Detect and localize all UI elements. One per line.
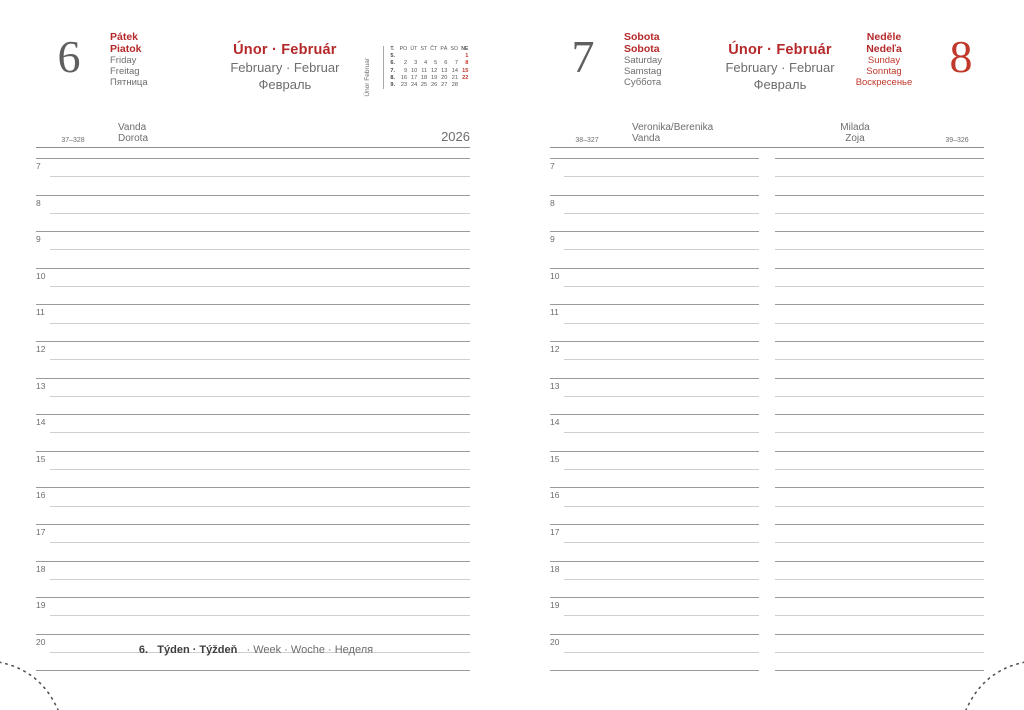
left-schedule <box>36 158 470 684</box>
weekday-de: Samstag <box>624 66 662 78</box>
mini-cal-hdr-sa: SO <box>450 46 458 52</box>
hour-label: 19 <box>550 600 560 611</box>
hour-label: 18 <box>550 563 560 574</box>
time-slot[interactable] <box>775 561 984 598</box>
time-slot[interactable] <box>550 231 759 268</box>
right-header-subrow <box>550 122 984 144</box>
time-slot[interactable] <box>775 451 984 488</box>
left-month-block <box>206 28 364 92</box>
mini-cal-day: 10 <box>411 67 418 74</box>
mini-cal-day: 23 <box>400 82 408 89</box>
time-slot[interactable] <box>775 597 984 634</box>
mini-cal-day <box>439 53 449 60</box>
mini-cal-day: 6 <box>444 60 448 67</box>
mini-cal-day-sunday: 22 <box>462 74 469 81</box>
left-page-header <box>36 28 470 120</box>
hour-label: 17 <box>36 526 46 537</box>
time-slot[interactable] <box>775 524 984 561</box>
time-slot-end <box>775 670 984 684</box>
month-line-2: February · Februar <box>725 60 835 75</box>
hour-label: 15 <box>550 453 560 464</box>
mini-cal-day-sunday: 8 <box>465 60 469 67</box>
mini-cal-day-sunday <box>460 82 470 89</box>
hour-label: 11 <box>550 307 559 318</box>
hour-label: 10 <box>36 270 46 281</box>
saturday-nameday-1: Veronika/Berenika <box>632 122 714 133</box>
hour-label: 12 <box>550 343 560 354</box>
hour-label: 20 <box>36 636 46 647</box>
mini-cal-day: 2 <box>404 60 408 67</box>
footer-week-secondary: · Week · Woche · Неделя <box>246 644 374 656</box>
mini-cal-day-sunday: 15 <box>462 67 469 74</box>
weekday-sk: Piatok <box>110 42 142 55</box>
right-month-block <box>720 28 840 92</box>
mini-cal-week-label: 7. <box>390 67 396 74</box>
weekday-cz: Neděle <box>866 31 902 43</box>
mini-cal-day: 14 <box>451 67 458 74</box>
right-page <box>512 0 1024 704</box>
mini-calendar-row <box>389 53 470 60</box>
mini-cal-day: 20 <box>441 74 448 81</box>
hour-label: 11 <box>36 307 45 318</box>
hour-label: 16 <box>550 490 560 501</box>
mini-cal-day: 25 <box>420 82 428 89</box>
mini-cal-week-label: 8. <box>390 74 396 81</box>
mini-cal-day <box>449 53 460 60</box>
mini-cal-day: 21 <box>451 74 458 81</box>
time-slot[interactable] <box>550 634 759 671</box>
time-slot[interactable] <box>775 341 984 378</box>
weekday-ru: Воскресенье <box>855 77 913 89</box>
mini-cal-day: 28 <box>451 82 458 89</box>
left-nameday-2: Dorota <box>118 133 149 144</box>
time-slot[interactable] <box>550 451 759 488</box>
mini-cal-hdr-week: T. <box>390 46 395 52</box>
saturday-day-number: 7 <box>571 31 595 82</box>
mini-cal-day: 3 <box>414 60 418 67</box>
left-nameday-1: Vanda <box>118 122 147 133</box>
time-slot-end <box>36 670 470 684</box>
mini-cal-day: 11 <box>421 67 428 74</box>
weekday-sk: Sobota <box>624 42 660 55</box>
left-day-reference: 37–328 <box>61 137 85 144</box>
mini-cal-hdr-mo: PO <box>399 46 408 52</box>
time-slot[interactable] <box>775 634 984 671</box>
weekday-de: Sonntag <box>866 66 902 78</box>
weekday-en: Friday <box>110 55 137 66</box>
time-slot[interactable] <box>36 561 470 598</box>
hour-label: 14 <box>550 417 560 428</box>
mini-cal-hdr-tu: ÚT <box>410 46 418 52</box>
mini-cal-week-label: 9. <box>390 82 396 89</box>
time-slot[interactable] <box>36 414 470 451</box>
hour-label: 18 <box>36 563 46 574</box>
mini-cal-day: 17 <box>411 74 418 81</box>
left-header-subrow <box>36 122 470 144</box>
mini-cal-day: 26 <box>430 82 438 89</box>
weekday-ru: Пятница <box>110 77 148 89</box>
left-day-number-block <box>36 28 110 82</box>
weekday-cz: Sobota <box>624 31 660 43</box>
mini-cal-day: 12 <box>430 67 438 74</box>
sunday-number-block <box>928 28 984 82</box>
mini-calendar-table <box>389 46 470 89</box>
hour-label: 8 <box>550 197 555 208</box>
time-slot[interactable] <box>775 231 984 268</box>
mini-calendar-row <box>389 68 470 75</box>
time-slot[interactable] <box>550 158 759 195</box>
hour-label: 9 <box>36 234 41 245</box>
mini-cal-hdr-fr: PÁ <box>440 46 448 52</box>
time-slot[interactable] <box>775 304 984 341</box>
vertical-month-label: Únor Februar <box>363 58 371 97</box>
hour-label: 13 <box>550 380 560 391</box>
hour-label: 15 <box>36 453 46 464</box>
month-line-1: Únor · Február <box>728 42 832 58</box>
saturday-day-reference: 38–327 <box>575 137 599 144</box>
right-page-header <box>550 28 984 120</box>
time-slot[interactable] <box>550 195 759 232</box>
time-slot[interactable] <box>550 487 759 524</box>
time-slot[interactable] <box>36 378 470 415</box>
time-slot[interactable] <box>36 158 470 195</box>
time-slot[interactable] <box>775 268 984 305</box>
left-page <box>0 0 512 704</box>
mini-calendar-row <box>389 60 470 67</box>
hour-label: 8 <box>36 197 41 208</box>
left-header-divider <box>36 147 470 148</box>
sunday-day-reference: 39–326 <box>945 137 969 144</box>
time-slot[interactable] <box>775 378 984 415</box>
saturday-column <box>550 158 759 684</box>
time-slot[interactable] <box>550 414 759 451</box>
mini-cal-day <box>419 53 429 60</box>
time-slot[interactable] <box>775 414 984 451</box>
weekday-cz: Pátek <box>110 31 139 43</box>
hour-label: 12 <box>36 343 46 354</box>
sunday-weekday-names <box>840 28 928 89</box>
mini-calendar-header-row <box>389 46 470 53</box>
mini-cal-hdr-su: NE <box>461 46 469 52</box>
left-day-number: 6 <box>57 31 81 82</box>
mini-cal-day: 16 <box>400 74 408 81</box>
time-slot[interactable] <box>550 597 759 634</box>
hour-label: 13 <box>36 380 46 391</box>
sunday-nameday-2: Zoja <box>845 133 865 144</box>
hour-label: 19 <box>36 600 46 611</box>
footer-week-number: 6. <box>138 644 149 656</box>
time-slot[interactable] <box>36 268 470 305</box>
mini-cal-day: 24 <box>411 82 418 89</box>
hour-label: 10 <box>550 270 560 281</box>
sunday-column <box>775 158 984 684</box>
saturday-nameday-2: Vanda <box>632 133 661 144</box>
time-slot[interactable] <box>36 341 470 378</box>
weekday-en: Sunday <box>867 55 901 66</box>
footer-week-primary: Týden · Týždeň <box>157 644 238 656</box>
hour-label: 17 <box>550 526 560 537</box>
time-slot[interactable] <box>36 597 470 634</box>
mini-calendar-row <box>389 82 470 89</box>
time-slot[interactable] <box>550 561 759 598</box>
time-slot[interactable] <box>550 304 759 341</box>
time-slot[interactable] <box>775 195 984 232</box>
sunday-nameday-1: Milada <box>840 122 870 133</box>
month-line-3: Февраль <box>753 77 807 92</box>
time-slot[interactable] <box>550 341 759 378</box>
sunday-day-number: 8 <box>949 31 973 82</box>
time-slot[interactable] <box>36 451 470 488</box>
time-slot[interactable] <box>36 524 470 561</box>
right-header-divider <box>550 147 984 148</box>
hour-label: 20 <box>550 636 560 647</box>
year-label: 2026 <box>441 129 470 144</box>
mini-cal-day <box>409 53 419 60</box>
mini-cal-day <box>429 53 439 60</box>
time-slot[interactable] <box>36 231 470 268</box>
mini-cal-day: 7 <box>454 60 458 67</box>
month-line-3: Февраль <box>258 77 312 92</box>
mini-cal-day: 5 <box>434 60 438 67</box>
time-slot[interactable] <box>550 524 759 561</box>
left-weekday-names <box>110 28 206 89</box>
mini-cal-day: 13 <box>441 67 448 74</box>
weekday-sk: Nedeľa <box>866 42 902 55</box>
time-slot[interactable] <box>775 158 984 195</box>
mini-cal-week-label: 5. <box>390 53 396 60</box>
right-schedule <box>550 158 984 684</box>
mini-cal-day: 4 <box>423 60 428 67</box>
hour-label: 16 <box>36 490 46 501</box>
hour-label: 9 <box>550 234 555 245</box>
time-slot-end <box>550 670 759 684</box>
mini-cal-day: 18 <box>420 74 428 81</box>
mini-cal-week-label: 6. <box>390 60 396 67</box>
mini-cal-hdr-th: ČT <box>430 46 438 52</box>
footer-week <box>0 644 512 656</box>
weekday-de: Freitag <box>110 66 140 78</box>
time-slot[interactable] <box>550 268 759 305</box>
time-slot[interactable] <box>36 195 470 232</box>
mini-cal-hdr-we: ST <box>420 46 428 52</box>
time-slot[interactable] <box>36 487 470 524</box>
mini-cal-day: 19 <box>430 74 438 81</box>
hour-label: 7 <box>36 161 41 171</box>
mini-cal-day-sunday: 1 <box>465 53 469 60</box>
weekday-ru: Суббота <box>624 77 662 89</box>
saturday-weekday-names <box>624 28 720 89</box>
time-slot[interactable] <box>36 304 470 341</box>
mini-calendar-row <box>389 75 470 82</box>
time-slot[interactable] <box>775 487 984 524</box>
mini-cal-day: 27 <box>441 82 448 89</box>
mini-calendar <box>383 46 470 89</box>
saturday-number-block <box>550 28 624 82</box>
time-slot[interactable] <box>550 378 759 415</box>
month-line-2: February · Februar <box>230 60 340 75</box>
hour-label: 14 <box>36 417 46 428</box>
hour-label: 7 <box>550 161 555 171</box>
month-line-1: Únor · Február <box>233 42 337 58</box>
mini-cal-day: 9 <box>404 67 408 74</box>
weekday-en: Saturday <box>624 55 663 66</box>
mini-cal-day <box>398 53 409 60</box>
